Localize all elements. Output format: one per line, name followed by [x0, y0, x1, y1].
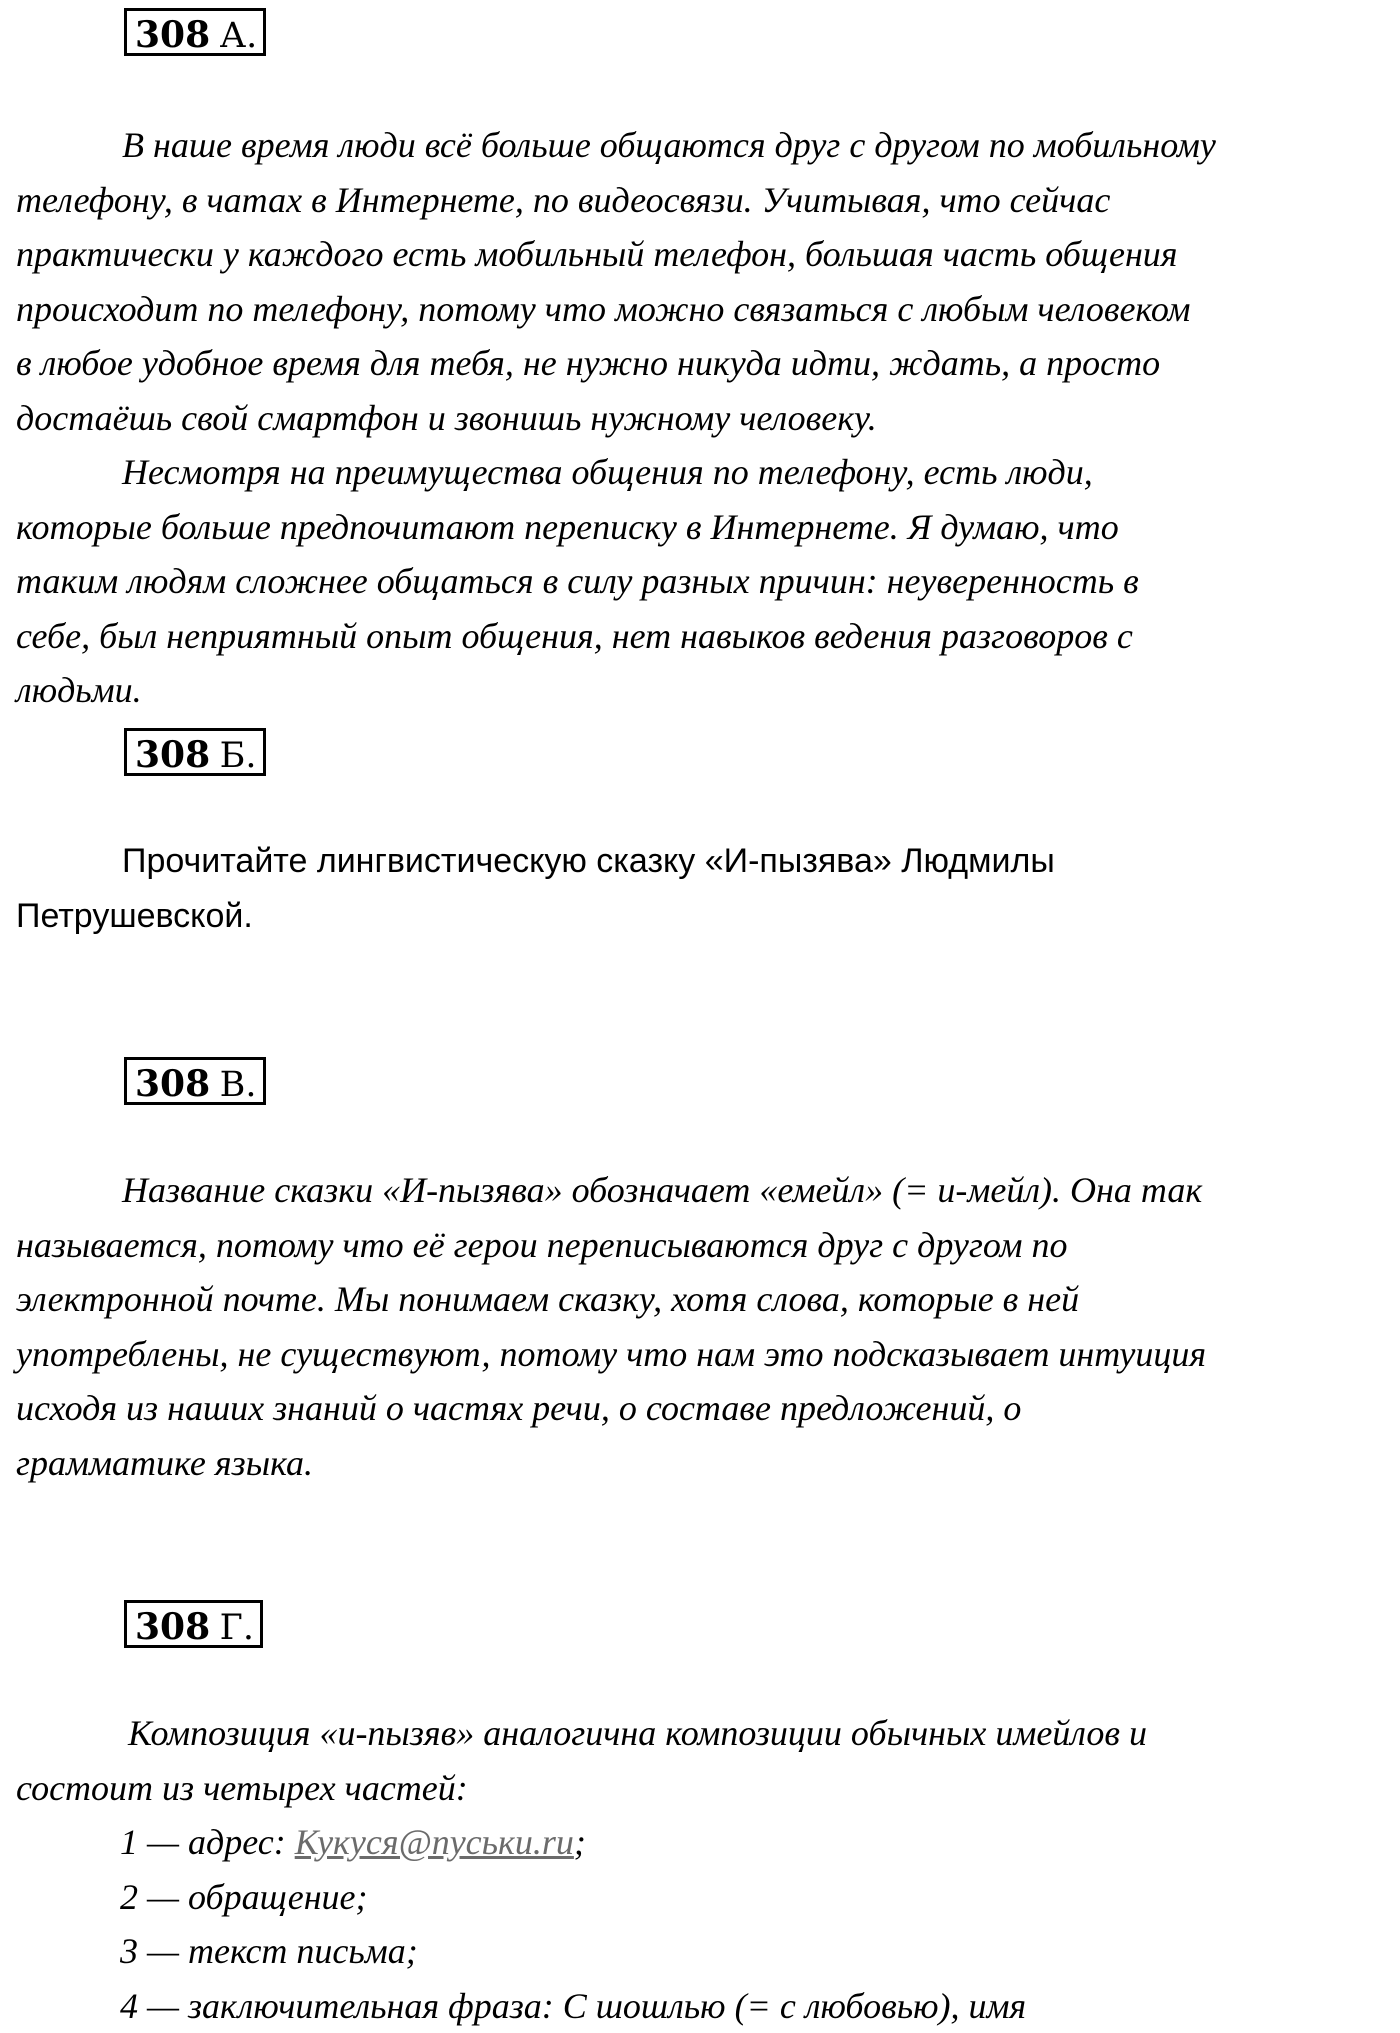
text-line: Прочитайте лингвистическую сказку «И-пызява» Людмилы	[16, 834, 1386, 889]
exercise-label-v	[124, 1057, 266, 1105]
exercise-label-b	[124, 728, 266, 776]
text-line: себе, был неприятный опыт общения, нет навыков ведения разговоров с	[16, 609, 1386, 664]
text-line: электронной почте. Мы понимаем сказку, хотя слова, которые в ней	[16, 1272, 1386, 1327]
text-line: людьми.	[16, 663, 1386, 718]
composition-list	[120, 1815, 1026, 2033]
list-item-suffix: ;	[574, 1822, 586, 1862]
exercise-number: 308	[135, 14, 210, 56]
exercise-letter: Г.	[220, 1608, 254, 1648]
exercise-letter: В.	[220, 1065, 257, 1105]
text-line: В наше время люди всё больше общаются друг с другом по мобильному	[16, 118, 1386, 173]
text-line: Название сказки «И-пызява» обозначает «емейл» (= и-мейл). Она так	[16, 1163, 1386, 1218]
list-item: 3 — текст письма;	[120, 1924, 1026, 1979]
text-line: исходя из наших знаний о частях речи, о составе предложений, о	[16, 1381, 1386, 1436]
answer-text-b	[16, 834, 1386, 943]
answer-text-v	[16, 1163, 1386, 1490]
exercise-label-a	[124, 8, 266, 56]
exercise-letter: А.	[220, 16, 258, 56]
list-item-prefix: 1 — адрес:	[120, 1822, 295, 1862]
list-item: 4 — заключительная фраза: С шошлью (= с любовью), имя	[120, 1979, 1026, 2033]
text-line: происходит по телефону, потому что можно связаться с любым человеком	[16, 282, 1386, 337]
exercise-label-g	[124, 1600, 263, 1648]
text-line: состоит из четырех частей:	[16, 1761, 1386, 1816]
text-line: которые больше предпочитают переписку в Интернете. Я думаю, что	[16, 500, 1386, 555]
answer-text-a	[16, 118, 1386, 718]
exercise-letter: Б.	[220, 736, 257, 776]
email-link[interactable]: Кукуся@пуськи.ru	[295, 1822, 574, 1862]
text-line: практически у каждого есть мобильный телефон, большая часть общения	[16, 227, 1386, 282]
text-line: употреблены, не существуют, потому что нам это подсказывает интуиция	[16, 1327, 1386, 1382]
exercise-number: 308	[135, 734, 210, 776]
text-line: Композиция «и-пызяв» аналогична композиции обычных имейлов и	[16, 1706, 1386, 1761]
text-line: таким людям сложнее общаться в силу разных причин: неуверенность в	[16, 554, 1386, 609]
text-line: Петрушевской.	[16, 889, 1386, 944]
text-line: Несмотря на преимущества общения по телефону, есть люди,	[16, 445, 1386, 500]
text-line: грамматике языка.	[16, 1436, 1386, 1491]
text-line: в любое удобное время для тебя, не нужно никуда идти, ждать, а просто	[16, 336, 1386, 391]
exercise-number: 308	[135, 1606, 210, 1648]
answer-text-g	[16, 1706, 1386, 1815]
text-line: достаёшь свой смартфон и звонишь нужному человеку.	[16, 391, 1386, 446]
list-item	[120, 1815, 1026, 1870]
text-line: телефону, в чатах в Интернете, по видеосвязи. Учитывая, что сейчас	[16, 173, 1386, 228]
list-item: 2 — обращение;	[120, 1870, 1026, 1925]
exercise-number: 308	[135, 1063, 210, 1105]
text-line: называется, потому что её герои переписываются друг с другом по	[16, 1218, 1386, 1273]
